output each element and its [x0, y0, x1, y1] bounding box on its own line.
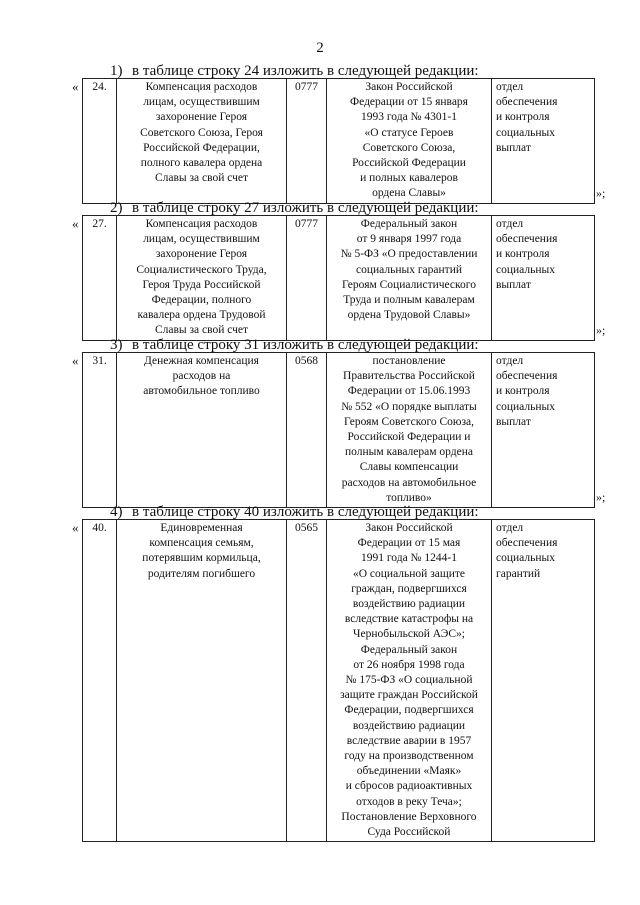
section-heading	[110, 337, 479, 353]
opening-quote: «	[72, 520, 79, 535]
section-heading	[110, 200, 479, 216]
department-cell	[492, 216, 595, 341]
payment-name-cell	[117, 520, 287, 842]
budget-code: 0777	[295, 81, 318, 93]
responsible-department: отдел обеспечения и контроля социальных выплат	[496, 81, 558, 154]
legal-basis-cell	[327, 353, 492, 508]
row-number: 31.	[92, 355, 107, 367]
legal-basis-cell	[327, 79, 492, 204]
legal-basis: Закон Российской Федерации от 15 января 1993 года № 4301-1 «О статусе Героев Советского Союза, Российской Федерации и полных кавалеров ордена Славы»	[350, 81, 468, 200]
section-heading-number: 2)	[110, 200, 123, 216]
payment-name-cell	[117, 216, 287, 341]
legal-basis-cell	[327, 520, 492, 842]
payment-name: Денежная компенсация расходов на автомобильное топливо	[143, 355, 260, 398]
budget-code: 0565	[295, 522, 318, 534]
payment-name: Компенсация расходов лицам, осуществившим захоронение Героя Социалистического Труда, Героя Труда Российской Федерации, полного кавалера ордена Трудовой Славы за свой счет	[136, 218, 267, 337]
closing-quote: »;	[596, 323, 606, 337]
section-heading	[110, 504, 479, 520]
page-number: 2	[316, 40, 324, 56]
budget-code: 0568	[295, 355, 318, 367]
section-heading-number: 1)	[110, 63, 123, 79]
section-heading-number: 3)	[110, 337, 123, 353]
section-heading-number: 4)	[110, 504, 123, 520]
row-number-cell	[83, 520, 117, 842]
row-number-cell	[83, 79, 117, 204]
code-cell	[287, 79, 327, 204]
department-cell	[492, 353, 595, 508]
section-heading-text: в таблице строку 40 изложить в следующей редакции:	[132, 504, 479, 520]
opening-quote: «	[72, 216, 79, 231]
table-row	[82, 78, 595, 204]
responsible-department: отдел обеспечения социальных гарантий	[496, 522, 558, 580]
responsible-department: отдел обеспечения и контроля социальных выплат	[496, 355, 558, 428]
legal-basis: постановление Правительства Российской Федерации от 15.06.1993 № 552 «О порядке выплаты Героям Советского Союза, Российской Федерации и полным кавалерам ордена Славы компенсации расходов на автомобильное топливо»	[341, 355, 477, 504]
code-cell	[287, 216, 327, 341]
payment-name: Единовременная компенсация семьям, потерявшим кормильца, родителям погибшего	[142, 522, 261, 580]
table-row	[82, 519, 595, 842]
legal-basis-cell	[327, 216, 492, 341]
closing-quote: »;	[596, 490, 606, 504]
opening-quote: «	[72, 79, 79, 94]
department-cell	[492, 79, 595, 204]
payment-name: Компенсация расходов лицам, осуществившим захоронение Героя Советского Союза, Героя Российской Федерации, полного кавалера ордена Славы за свой счет	[140, 81, 263, 185]
code-cell	[287, 520, 327, 842]
row-number-cell	[83, 216, 117, 341]
row-number: 27.	[92, 218, 107, 230]
responsible-department: отдел обеспечения и контроля социальных выплат	[496, 218, 558, 291]
payment-name-cell	[117, 79, 287, 204]
section-heading	[110, 63, 479, 79]
table-row	[82, 215, 595, 341]
opening-quote: «	[72, 353, 79, 368]
legal-basis: Закон Российской Федерации от 15 мая 1991 года № 1244-1 «О социальной защите граждан, подвергшихся воздействию радиации вследствие катастрофы на Чернобыльской АЭС»; Федеральный закон от 26 ноября 1998 года № 175-ФЗ «О социальной защите граждан Российской Федерации, подвергшихся воздействию радиации вследствие аварии в 1957 году на производственном объединении «Маяк» и сбросов радиоактивных отходов в реку Теча»; Постановление Верховного Суда Российской	[340, 522, 478, 839]
closing-quote: »;	[596, 186, 606, 200]
row-number-cell	[83, 353, 117, 508]
section-heading-text: в таблице строку 24 изложить в следующей редакции:	[132, 63, 479, 79]
code-cell	[287, 353, 327, 508]
budget-code: 0777	[295, 218, 318, 230]
section-heading-text: в таблице строку 27 изложить в следующей редакции:	[132, 200, 479, 216]
table-row	[82, 352, 595, 508]
row-number: 24.	[92, 81, 107, 93]
department-cell	[492, 520, 595, 842]
payment-name-cell	[117, 353, 287, 508]
row-number: 40.	[92, 522, 107, 534]
legal-basis: Федеральный закон от 9 января 1997 года № 5-ФЗ «О предоставлении социальных гарантий Героям Социалистического Труда и полным кавалерам ордена Трудовой Славы»	[340, 218, 478, 322]
section-heading-text: в таблице строку 31 изложить в следующей редакции:	[132, 337, 479, 353]
